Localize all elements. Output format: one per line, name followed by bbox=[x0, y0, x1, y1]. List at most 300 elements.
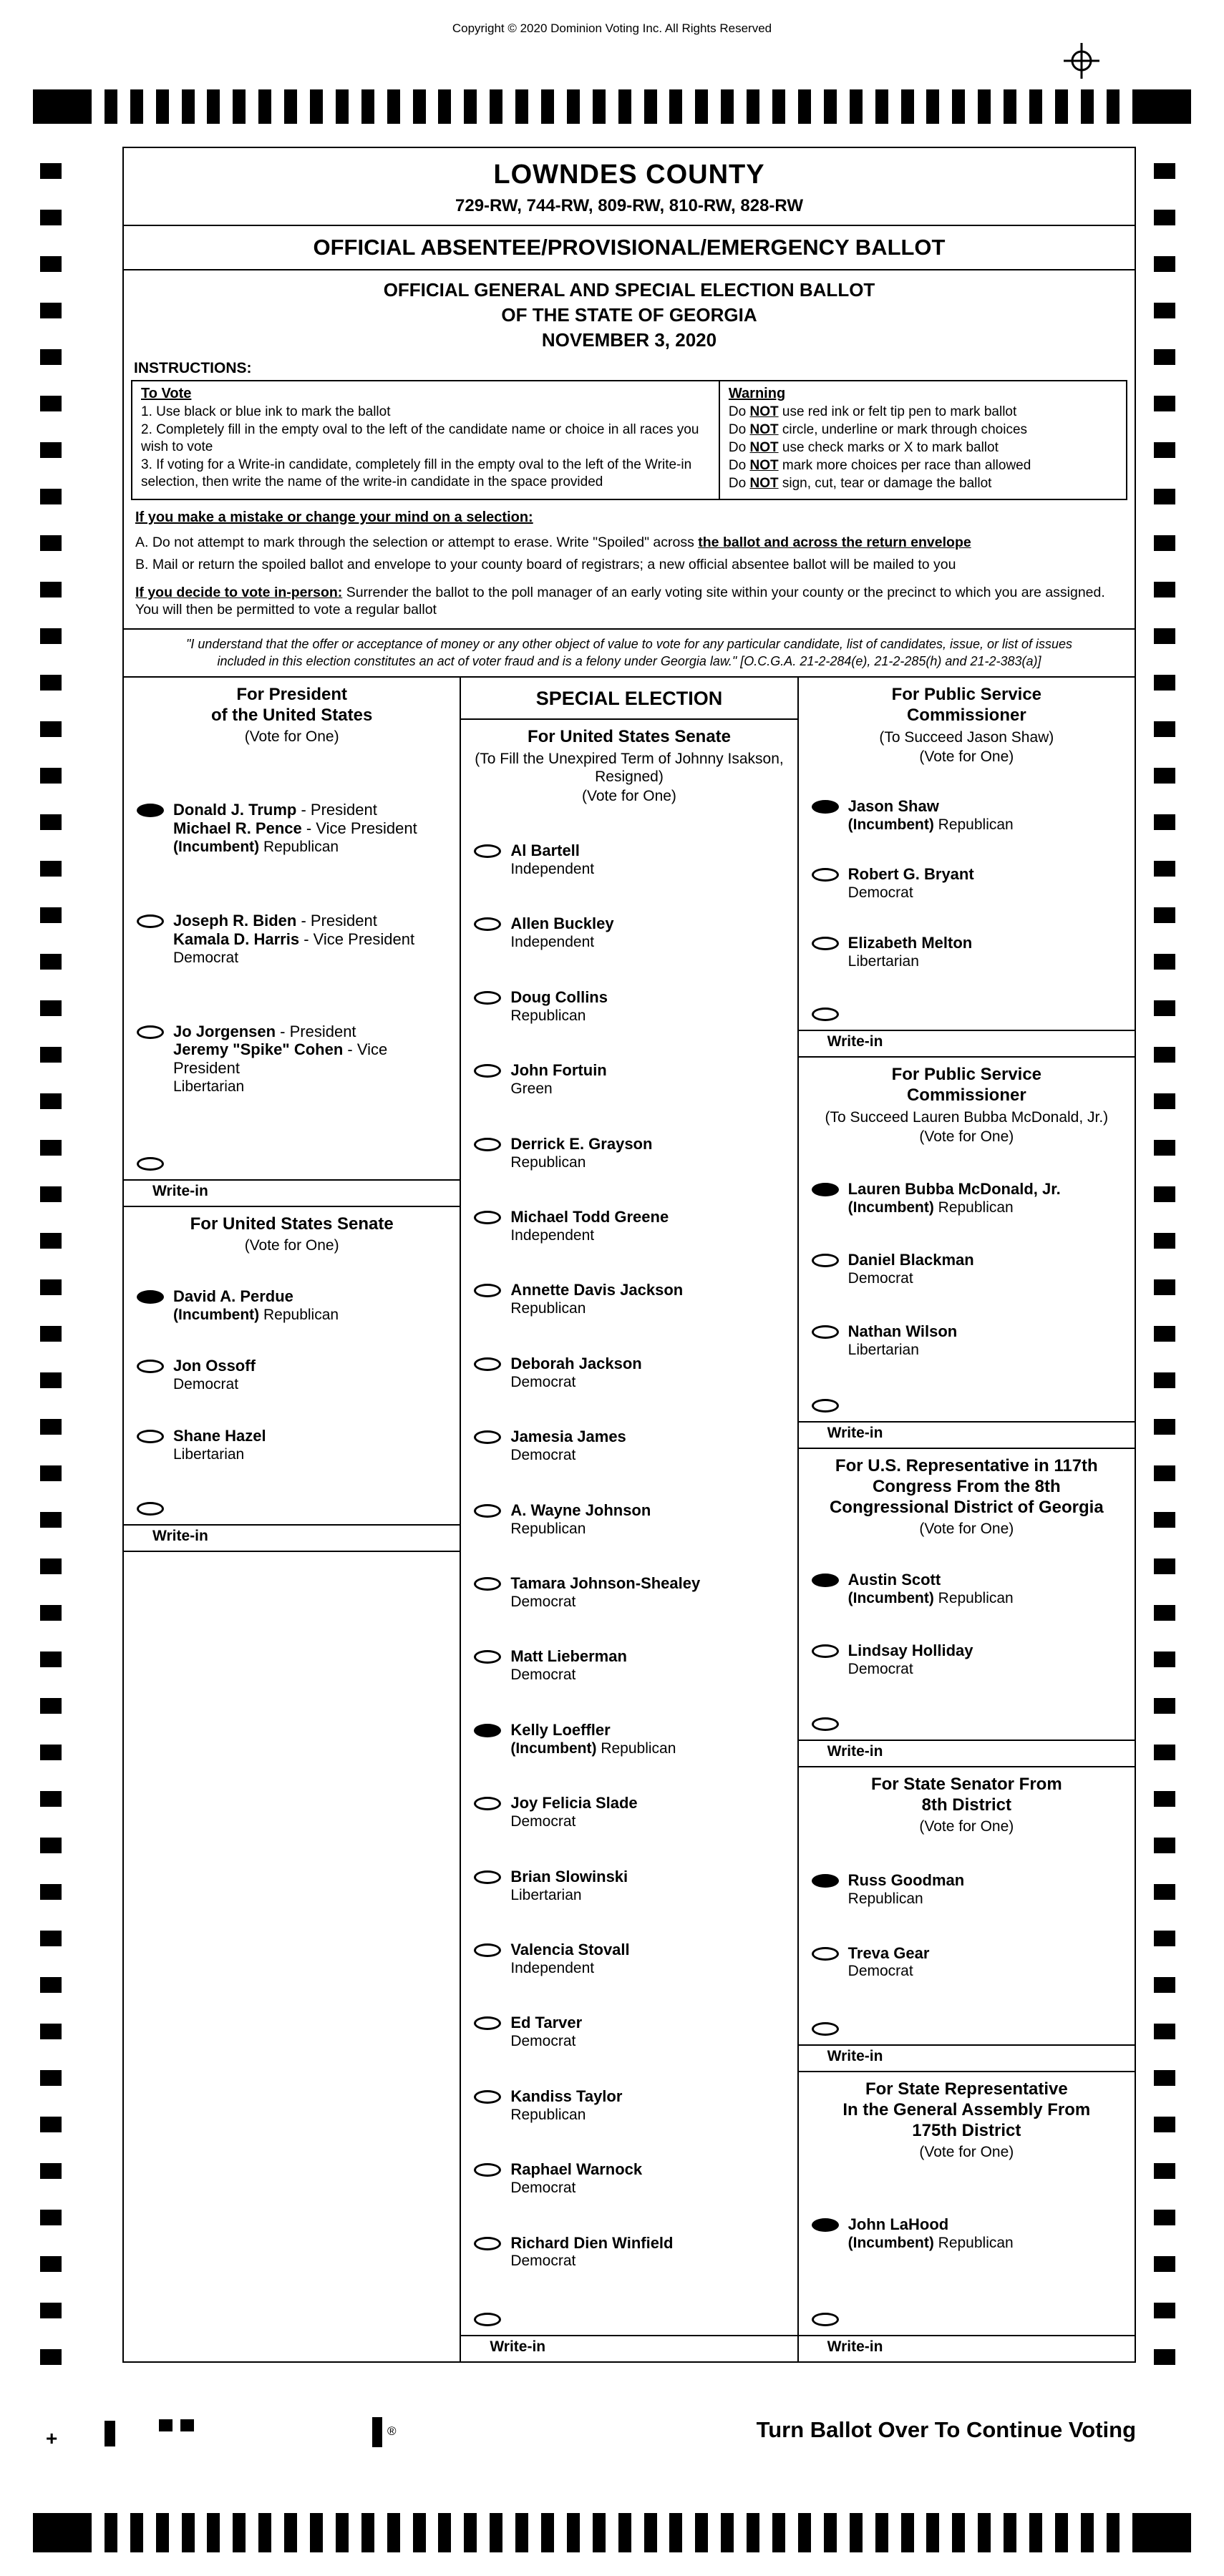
timing-mark bbox=[1154, 628, 1175, 644]
candidate-oval-empty[interactable] bbox=[474, 1357, 501, 1371]
timing-mark bbox=[387, 2513, 400, 2552]
timing-mark bbox=[1154, 1931, 1175, 1946]
candidate-oval-empty[interactable] bbox=[474, 2237, 501, 2250]
timing-mark bbox=[1004, 2513, 1016, 2552]
write-in-label: Write-in bbox=[490, 2338, 546, 2355]
candidate-row bbox=[461, 1570, 797, 1616]
timing-mark bbox=[438, 89, 451, 124]
candidate-text bbox=[848, 1571, 1014, 1608]
candidate-oval-empty[interactable] bbox=[812, 1254, 839, 1267]
candidate-oval-filled[interactable] bbox=[137, 1290, 164, 1304]
candidate-oval-empty[interactable] bbox=[474, 1577, 501, 1591]
candidate-party: Democrat bbox=[847, 1270, 913, 1287]
to-vote-item: 2. Completely fill in the empty oval to the left of the candidate name or choice in all races you wish to vote bbox=[141, 422, 699, 455]
timing-mark bbox=[1154, 1000, 1175, 1016]
candidate-text bbox=[510, 1574, 700, 1611]
in-person-instructions: If you decide to vote in-person: Surrender the ballot to the poll manager of an early voting site within your county or the precinct to which you are assigned. You will then be permitted to vote a regular ballot bbox=[135, 584, 1105, 618]
timing-mark bbox=[695, 89, 708, 124]
candidate-oval-empty[interactable] bbox=[474, 917, 501, 931]
timing-mark bbox=[490, 89, 502, 124]
warning-items bbox=[729, 404, 1117, 492]
timing-mark bbox=[1154, 1558, 1175, 1574]
timing-mark bbox=[40, 1698, 62, 1714]
candidate-text bbox=[848, 1322, 958, 1360]
candidate-text bbox=[510, 2234, 673, 2271]
candidate-party: (Incumbent) Republican bbox=[847, 1590, 1014, 1607]
warning-item: Do NOT use red ink or felt tip pen to mark ballot bbox=[728, 404, 1017, 420]
candidate-text bbox=[510, 988, 608, 1025]
timing-mark bbox=[1154, 1186, 1175, 1202]
timing-mark bbox=[1107, 2513, 1119, 2552]
timing-mark bbox=[40, 1931, 62, 1946]
timing-mark bbox=[1154, 1977, 1175, 1993]
timing-mark bbox=[1154, 2210, 1175, 2225]
write-in-oval-row bbox=[799, 2306, 1135, 2335]
candidate-party: Democrat bbox=[510, 2180, 576, 2197]
warning-item: Do NOT use check marks or X to mark ballot bbox=[728, 440, 999, 456]
candidate-oval-empty[interactable] bbox=[474, 844, 501, 858]
candidate-list bbox=[461, 806, 797, 2306]
timing-mark bbox=[40, 1093, 62, 1109]
warning-item: Do NOT sign, cut, tear or damage the ballot bbox=[728, 476, 992, 492]
write-in-block bbox=[799, 1710, 1135, 1766]
contest-column-2 bbox=[461, 678, 798, 2361]
timing-mark bbox=[1154, 535, 1175, 551]
candidate-row bbox=[461, 1790, 797, 1835]
timing-mark bbox=[40, 1233, 62, 1249]
candidate-oval-filled[interactable] bbox=[812, 1874, 839, 1888]
contest-header bbox=[799, 1767, 1135, 1837]
candidate-row bbox=[799, 793, 1135, 839]
candidate-name: David A. Perdue bbox=[173, 1287, 293, 1305]
timing-mark bbox=[40, 628, 62, 644]
candidate-party: Independent bbox=[510, 861, 595, 878]
candidate-name: Kamala D. Harris - Vice President bbox=[173, 930, 415, 948]
to-vote-item: 1. Use black or blue ink to mark the ballot bbox=[141, 404, 391, 420]
vote-for-instruction: (Vote for One) bbox=[582, 788, 676, 805]
candidate-name: Jamesia James bbox=[510, 1428, 626, 1446]
timing-mark bbox=[669, 2513, 682, 2552]
candidate-list bbox=[799, 1837, 1135, 2015]
timing-mark bbox=[824, 2513, 837, 2552]
timing-mark bbox=[40, 2210, 62, 2225]
to-vote-cell bbox=[132, 381, 719, 499]
timing-mark bbox=[1154, 1233, 1175, 1249]
timing-mark bbox=[721, 89, 734, 124]
timing-mark bbox=[156, 2513, 169, 2552]
timing-mark bbox=[40, 907, 62, 923]
candidate-oval-empty[interactable] bbox=[812, 868, 839, 882]
timing-mark bbox=[1154, 210, 1175, 225]
candidate-oval-empty[interactable] bbox=[137, 1430, 164, 1443]
timing-mark bbox=[1154, 1745, 1175, 1760]
candidate-oval-empty[interactable] bbox=[474, 1870, 501, 1884]
candidate-row bbox=[461, 984, 797, 1030]
candidate-name: Treva Gear bbox=[847, 1943, 930, 1962]
candidate-name: Jon Ossoff bbox=[173, 1357, 256, 1375]
candidate-name: Valencia Stovall bbox=[510, 1940, 630, 1958]
candidate-oval-empty[interactable] bbox=[474, 1138, 501, 1151]
candidate-name: Annette Davis Jackson bbox=[510, 1281, 684, 1299]
candidate-oval-filled[interactable] bbox=[812, 2218, 839, 2232]
candidate-row bbox=[799, 930, 1135, 975]
timing-mark bbox=[747, 89, 759, 124]
timing-mark bbox=[40, 303, 62, 318]
timing-mark bbox=[105, 2513, 117, 2552]
candidate-row bbox=[124, 1283, 460, 1329]
timing-mark bbox=[310, 89, 323, 124]
timing-mark bbox=[40, 2303, 62, 2318]
timing-mark bbox=[952, 89, 965, 124]
timing-mark bbox=[1029, 89, 1042, 124]
timing-mark bbox=[1055, 2513, 1068, 2552]
candidate-party: Republican bbox=[847, 1890, 923, 1907]
timing-mark bbox=[33, 2513, 92, 2552]
timing-mark bbox=[1154, 1140, 1175, 1156]
timing-mark bbox=[40, 256, 62, 272]
timing-mark bbox=[875, 2513, 888, 2552]
timing-mark bbox=[40, 721, 62, 737]
candidate-text bbox=[510, 1941, 629, 1978]
timing-mark bbox=[258, 2513, 271, 2552]
candidate-text bbox=[848, 1944, 930, 1981]
write-in-oval-row bbox=[799, 1392, 1135, 1421]
timing-mark bbox=[40, 1372, 62, 1388]
print-alignment-square bbox=[159, 2419, 173, 2431]
contest-title: For Public Service bbox=[891, 685, 1042, 705]
contest-title: Commissioner bbox=[906, 706, 1026, 726]
timing-mark bbox=[541, 89, 554, 124]
candidate-list bbox=[124, 747, 460, 1150]
timing-mark bbox=[40, 442, 62, 458]
timing-mark bbox=[40, 1884, 62, 1900]
contest-area bbox=[124, 676, 1135, 2361]
contest-state-senate-8 bbox=[799, 1767, 1135, 2072]
timing-mark bbox=[798, 2513, 811, 2552]
timing-mark bbox=[156, 89, 169, 124]
timing-mark bbox=[1154, 721, 1175, 737]
timing-marks-left bbox=[40, 163, 62, 2365]
write-in-oval-empty[interactable] bbox=[812, 1008, 839, 1021]
contest-header bbox=[124, 678, 460, 747]
candidate-oval-filled[interactable] bbox=[812, 800, 839, 814]
timing-mark bbox=[515, 2513, 528, 2552]
candidate-party: (Incumbent) Republican bbox=[847, 2234, 1014, 2251]
contest-title: For U.S. Representative in 117th bbox=[835, 1456, 1098, 1476]
candidate-row bbox=[124, 1018, 460, 1101]
candidate-oval-empty[interactable] bbox=[474, 2163, 501, 2177]
timing-mark bbox=[40, 2349, 62, 2365]
candidate-text bbox=[848, 1180, 1061, 1217]
timing-mark bbox=[1154, 1698, 1175, 1714]
candidate-text bbox=[510, 1208, 669, 1245]
candidate-row bbox=[461, 2083, 797, 2129]
timing-mark bbox=[1154, 675, 1175, 691]
candidate-row bbox=[461, 1350, 797, 1396]
timing-mark bbox=[850, 2513, 863, 2552]
write-in-oval-row bbox=[124, 1495, 460, 1524]
candidate-text bbox=[510, 1721, 676, 1758]
candidate-oval-filled[interactable] bbox=[474, 1724, 501, 1737]
timing-mark bbox=[40, 2024, 62, 2039]
write-in-label: Write-in bbox=[152, 1528, 208, 1545]
write-in-block bbox=[799, 1392, 1135, 1448]
timing-mark bbox=[40, 675, 62, 691]
candidate-party: (Incumbent) Republican bbox=[510, 1740, 676, 1757]
precinct-list: 729-RW, 744-RW, 809-RW, 810-RW, 828-RW bbox=[455, 196, 803, 215]
candidate-row bbox=[799, 2211, 1135, 2257]
candidate-row bbox=[461, 1497, 797, 1543]
print-alignment-bar bbox=[105, 2421, 115, 2446]
candidate-party: Republican bbox=[510, 1007, 586, 1024]
vote-for-instruction: (Vote for One) bbox=[919, 1520, 1014, 1537]
timing-mark bbox=[40, 163, 62, 179]
county-title: LOWNDES COUNTY bbox=[493, 160, 765, 190]
candidate-party: Republican bbox=[510, 2106, 586, 2123]
contest-column-1 bbox=[124, 678, 461, 2361]
candidate-row bbox=[461, 1423, 797, 1469]
candidate-oval-empty[interactable] bbox=[474, 1797, 501, 1810]
candidate-text bbox=[848, 865, 974, 902]
timing-mark bbox=[1055, 89, 1068, 124]
candidate-list bbox=[799, 2162, 1135, 2306]
candidate-oval-empty[interactable] bbox=[137, 1025, 164, 1039]
candidate-name: Michael R. Pence - Vice President bbox=[173, 819, 417, 837]
timing-mark bbox=[336, 2513, 349, 2552]
timing-mark bbox=[1154, 1326, 1175, 1342]
to-vote-title: To Vote bbox=[141, 386, 192, 402]
ballot-body bbox=[122, 147, 1136, 2363]
write-in-oval-empty[interactable] bbox=[137, 1157, 164, 1171]
timing-mark bbox=[1154, 1372, 1175, 1388]
candidate-text bbox=[510, 1428, 626, 1465]
candidate-party: (Incumbent) Republican bbox=[173, 838, 339, 855]
timing-mark bbox=[40, 1791, 62, 1807]
timing-mark bbox=[233, 89, 246, 124]
timing-mark bbox=[1154, 861, 1175, 877]
timing-mark bbox=[1154, 1838, 1175, 1853]
write-in-block bbox=[461, 2306, 797, 2361]
timing-mark bbox=[387, 89, 400, 124]
candidate-row bbox=[461, 2009, 797, 2055]
candidate-oval-empty[interactable] bbox=[474, 1064, 501, 1078]
candidate-name: Michael Todd Greene bbox=[510, 1208, 669, 1226]
timing-mark bbox=[1154, 1791, 1175, 1807]
timing-mark bbox=[207, 89, 220, 124]
timing-mark bbox=[40, 1186, 62, 1202]
candidate-oval-empty[interactable] bbox=[812, 1325, 839, 1339]
candidate-name: Lauren Bubba McDonald, Jr. bbox=[847, 1179, 1061, 1198]
contest-us-senate-special bbox=[461, 720, 797, 2361]
write-in-oval-empty[interactable] bbox=[812, 1399, 839, 1413]
timing-mark bbox=[40, 861, 62, 877]
candidate-text bbox=[173, 1357, 256, 1394]
timing-mark bbox=[413, 89, 426, 124]
contest-header bbox=[799, 1058, 1135, 1147]
timing-mark bbox=[747, 2513, 759, 2552]
contest-header bbox=[461, 720, 797, 806]
timing-mark bbox=[1004, 89, 1016, 124]
write-in-oval-empty[interactable] bbox=[812, 1717, 839, 1731]
election-line1: OFFICIAL GENERAL AND SPECIAL ELECTION BALLOT bbox=[383, 279, 875, 301]
candidate-text bbox=[848, 1871, 965, 1908]
timing-mark bbox=[1154, 349, 1175, 365]
timing-mark bbox=[567, 2513, 580, 2552]
candidate-oval-empty[interactable] bbox=[812, 937, 839, 950]
contest-title: of the United States bbox=[210, 706, 373, 726]
timing-mark bbox=[1154, 2024, 1175, 2039]
timing-mark bbox=[40, 1977, 62, 1993]
candidate-name: Robert G. Bryant bbox=[847, 865, 974, 884]
vote-for-instruction: (Vote for One) bbox=[919, 748, 1014, 766]
candidate-oval-filled[interactable] bbox=[812, 1574, 839, 1587]
candidate-text bbox=[848, 1251, 974, 1288]
write-in-oval-row bbox=[124, 1150, 460, 1179]
timing-mark bbox=[593, 89, 606, 124]
write-in-block bbox=[799, 1000, 1135, 1056]
print-alignment-bar bbox=[372, 2417, 382, 2447]
candidate-text bbox=[510, 1501, 651, 1538]
candidate-party: Democrat bbox=[510, 1667, 576, 1684]
candidate-party: Democrat bbox=[173, 949, 239, 966]
timing-mark bbox=[515, 89, 528, 124]
candidate-party: Democrat bbox=[173, 1376, 239, 1393]
election-date: NOVEMBER 3, 2020 bbox=[541, 329, 717, 351]
candidate-name: John LaHood bbox=[847, 2215, 949, 2233]
timing-mark bbox=[361, 89, 374, 124]
candidate-oval-empty[interactable] bbox=[812, 1947, 839, 1961]
candidate-name: Shane Hazel bbox=[173, 1426, 266, 1445]
timing-mark bbox=[1154, 489, 1175, 504]
candidate-oval-empty[interactable] bbox=[474, 1943, 501, 1957]
candidate-oval-empty[interactable] bbox=[474, 1430, 501, 1444]
timing-mark bbox=[593, 2513, 606, 2552]
write-in-oval-empty[interactable] bbox=[812, 2313, 839, 2326]
candidate-text bbox=[173, 1427, 266, 1464]
candidate-name: Lindsay Holliday bbox=[847, 1641, 973, 1659]
candidate-oval-empty[interactable] bbox=[474, 2090, 501, 2104]
candidate-oval-filled[interactable] bbox=[812, 1183, 839, 1196]
candidate-party: Independent bbox=[510, 934, 595, 951]
mistake-line-a: A. Do not attempt to mark through the selection or attempt to erase. Write "Spoiled" across the ballot and across the return envelope bbox=[135, 534, 971, 550]
print-alignment-square bbox=[180, 2419, 194, 2431]
candidate-row bbox=[461, 2156, 797, 2202]
candidate-row bbox=[461, 837, 797, 883]
write-in-oval-row bbox=[799, 1000, 1135, 1030]
timing-mark bbox=[105, 89, 117, 124]
registered-trademark-symbol: ® bbox=[387, 2424, 397, 2438]
candidate-party: Republican bbox=[510, 1300, 586, 1317]
write-in-block bbox=[799, 2015, 1135, 2071]
timing-mark bbox=[40, 210, 62, 225]
candidate-party: Libertarian bbox=[847, 1341, 919, 1358]
candidate-text bbox=[510, 914, 613, 952]
timing-mark bbox=[40, 1140, 62, 1156]
candidate-oval-empty[interactable] bbox=[474, 1211, 501, 1224]
candidate-name: Jeremy "Spike" Cohen - Vice President bbox=[173, 1040, 388, 1078]
timing-mark bbox=[1132, 2513, 1191, 2552]
candidate-name: Kandiss Taylor bbox=[510, 2087, 623, 2105]
candidate-party: Democrat bbox=[510, 2253, 576, 2270]
write-in-oval-row bbox=[799, 2015, 1135, 2044]
candidate-name: Nathan Wilson bbox=[847, 1322, 958, 1340]
candidate-text bbox=[510, 1868, 628, 1905]
candidate-party: Libertarian bbox=[173, 1445, 245, 1463]
timing-mark bbox=[541, 2513, 554, 2552]
candidate-oval-empty[interactable] bbox=[812, 1644, 839, 1658]
candidate-row bbox=[461, 1643, 797, 1689]
candidate-text bbox=[510, 2160, 642, 2197]
candidate-name: Raphael Warnock bbox=[510, 2160, 643, 2179]
candidate-list bbox=[124, 1256, 460, 1495]
candidate-oval-empty[interactable] bbox=[474, 1504, 501, 1518]
timing-mark bbox=[1154, 2303, 1175, 2318]
timing-mark bbox=[40, 1000, 62, 1016]
candidate-name: Deborah Jackson bbox=[510, 1354, 642, 1372]
timing-mark bbox=[1154, 954, 1175, 970]
contest-title: For United States Senate bbox=[527, 727, 732, 747]
timing-mark bbox=[33, 89, 92, 124]
contest-subtitle: (To Succeed Jason Shaw) bbox=[879, 728, 1054, 746]
write-in-block bbox=[799, 2306, 1135, 2361]
write-in-oval-empty[interactable] bbox=[812, 2022, 839, 2036]
timing-mark bbox=[284, 89, 297, 124]
timing-mark bbox=[1154, 2256, 1175, 2272]
contest-title: In the General Assembly From bbox=[842, 2100, 1091, 2120]
candidate-text bbox=[510, 1794, 637, 1831]
timing-mark bbox=[233, 2513, 246, 2552]
write-in-oval-empty[interactable] bbox=[474, 2313, 501, 2326]
candidate-text bbox=[510, 1281, 683, 1318]
write-in-label: Write-in bbox=[827, 2338, 883, 2355]
candidate-party: Independent bbox=[510, 1227, 595, 1244]
candidate-oval-empty[interactable] bbox=[474, 1284, 501, 1297]
candidate-oval-empty[interactable] bbox=[137, 1360, 164, 1373]
mistake-line-b: B. Mail or return the spoiled ballot and envelope to your county board of registrars; a new official absentee ballot will be mailed to you bbox=[135, 557, 956, 573]
candidate-oval-empty[interactable] bbox=[474, 1650, 501, 1664]
timing-mark bbox=[40, 396, 62, 411]
candidate-oval-empty[interactable] bbox=[474, 2016, 501, 2030]
candidate-row bbox=[799, 1318, 1135, 1364]
timing-mark bbox=[40, 2117, 62, 2132]
write-in-oval-empty[interactable] bbox=[137, 1502, 164, 1516]
timing-mark bbox=[40, 1652, 62, 1667]
candidate-oval-empty[interactable] bbox=[474, 991, 501, 1005]
timing-mark bbox=[850, 89, 863, 124]
timing-marks-top bbox=[33, 89, 1191, 124]
candidate-name: A. Wayne Johnson bbox=[510, 1501, 651, 1519]
candidate-name: Allen Buckley bbox=[510, 914, 614, 933]
contest-title: For Public Service bbox=[891, 1065, 1042, 1085]
timing-mark bbox=[978, 2513, 991, 2552]
warning-item: Do NOT circle, underline or mark through choices bbox=[728, 422, 1028, 438]
candidate-party: Republican bbox=[510, 1153, 586, 1171]
contest-title: For State Representative bbox=[865, 2079, 1068, 2099]
write-in-label: Write-in bbox=[827, 1033, 883, 1050]
candidate-oval-empty[interactable] bbox=[137, 914, 164, 928]
write-in-oval-row bbox=[799, 1710, 1135, 1740]
candidate-name: Al Bartell bbox=[510, 841, 580, 860]
candidate-text bbox=[173, 912, 414, 967]
candidate-oval-filled[interactable] bbox=[137, 804, 164, 817]
timing-mark bbox=[1154, 907, 1175, 923]
candidate-text bbox=[848, 1641, 973, 1679]
vote-for-instruction: (Vote for One) bbox=[919, 1818, 1014, 1835]
timing-mark bbox=[130, 2513, 143, 2552]
candidate-text bbox=[173, 801, 417, 857]
timing-mark bbox=[721, 2513, 734, 2552]
candidate-row bbox=[799, 1867, 1135, 1913]
